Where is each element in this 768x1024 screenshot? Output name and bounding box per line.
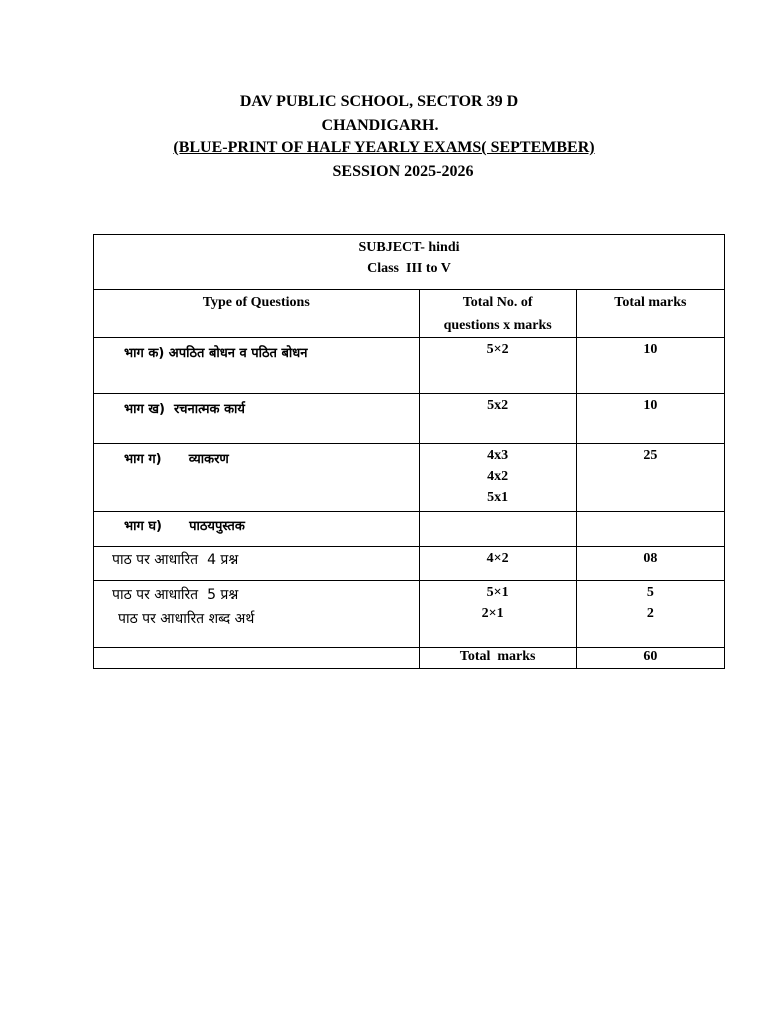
total-label: Total marks — [419, 648, 576, 669]
class-label: Class III to V — [367, 261, 451, 276]
marks-value: 10 — [643, 342, 658, 357]
subject-label: SUBJECT- hindi — [358, 240, 460, 255]
marks-cell — [576, 394, 724, 444]
column-header-marks: Total marks — [576, 290, 724, 338]
table-row — [94, 444, 725, 512]
school-name: DAV PUBLIC SCHOOL, SECTOR 39 D — [239, 93, 519, 110]
question-type-label: भाग ग) व्याकरण — [124, 452, 229, 467]
column-header-count-line1: Total No. of — [462, 295, 533, 310]
column-header-type: Type of Questions — [94, 290, 420, 338]
count-value: 5×1 — [486, 585, 509, 600]
question-type-cell — [94, 338, 420, 394]
blueprint-table — [93, 234, 725, 669]
count-value: 5x2 — [487, 398, 509, 413]
count-value: 4x2 — [487, 469, 509, 484]
question-type-label: भाग क) अपठित बोधन व पठित बोधन — [124, 346, 308, 361]
marks-value: 5 — [646, 585, 654, 600]
count-value: 5x1 — [487, 490, 509, 505]
table-row — [94, 338, 725, 394]
marks-value: 25 — [643, 448, 658, 463]
table-row — [94, 394, 725, 444]
document-title: (BLUE-PRINT OF HALF YEARLY EXAMS( SEPTEMBER) — [173, 139, 595, 156]
marks-cell — [576, 547, 724, 581]
marks-value: 10 — [643, 398, 658, 413]
count-value: 5×2 — [486, 342, 509, 357]
count-cell — [419, 547, 576, 581]
question-type-label: भाग ख) रचनात्मक कार्य — [124, 402, 245, 417]
count-cell — [419, 512, 576, 547]
question-type-label: पाठ पर आधारित 5 प्रश्न — [112, 587, 239, 603]
marks-cell — [576, 338, 724, 394]
marks-cell — [576, 444, 724, 512]
question-type-cell — [94, 444, 420, 512]
table-row — [94, 581, 725, 648]
total-empty-cell — [94, 648, 420, 669]
question-type-label: भाग घ) पाठयपुस्तक — [124, 519, 245, 534]
question-type-cell — [94, 581, 420, 648]
question-type-cell — [94, 394, 420, 444]
count-value: 4×2 — [486, 551, 509, 566]
subject-cell — [94, 235, 725, 290]
count-value: 4x3 — [487, 448, 509, 463]
question-type-cell — [94, 547, 420, 581]
session-label: SESSION 2025-2026 — [332, 163, 474, 180]
count-cell — [419, 338, 576, 394]
school-city: CHANDIGARH. — [321, 117, 439, 134]
total-row — [94, 648, 725, 669]
total-value: 60 — [576, 648, 724, 669]
column-header-count — [419, 290, 576, 338]
question-type-label-secondary: पाठ पर आधारित शब्द अर्थ — [118, 611, 255, 627]
count-value: 2×1 — [481, 606, 504, 621]
question-type-label: पाठ पर आधारित 4 प्रश्न — [112, 552, 239, 568]
table-row — [94, 547, 725, 581]
marks-cell — [576, 512, 724, 547]
count-cell — [419, 444, 576, 512]
table-row — [94, 512, 725, 547]
count-cell — [419, 394, 576, 444]
question-type-cell — [94, 512, 420, 547]
marks-value: 08 — [643, 551, 658, 566]
marks-value: 2 — [646, 606, 654, 621]
column-header-count-line2: questions x marks — [443, 318, 552, 333]
count-cell — [419, 581, 576, 648]
marks-cell — [576, 581, 724, 648]
